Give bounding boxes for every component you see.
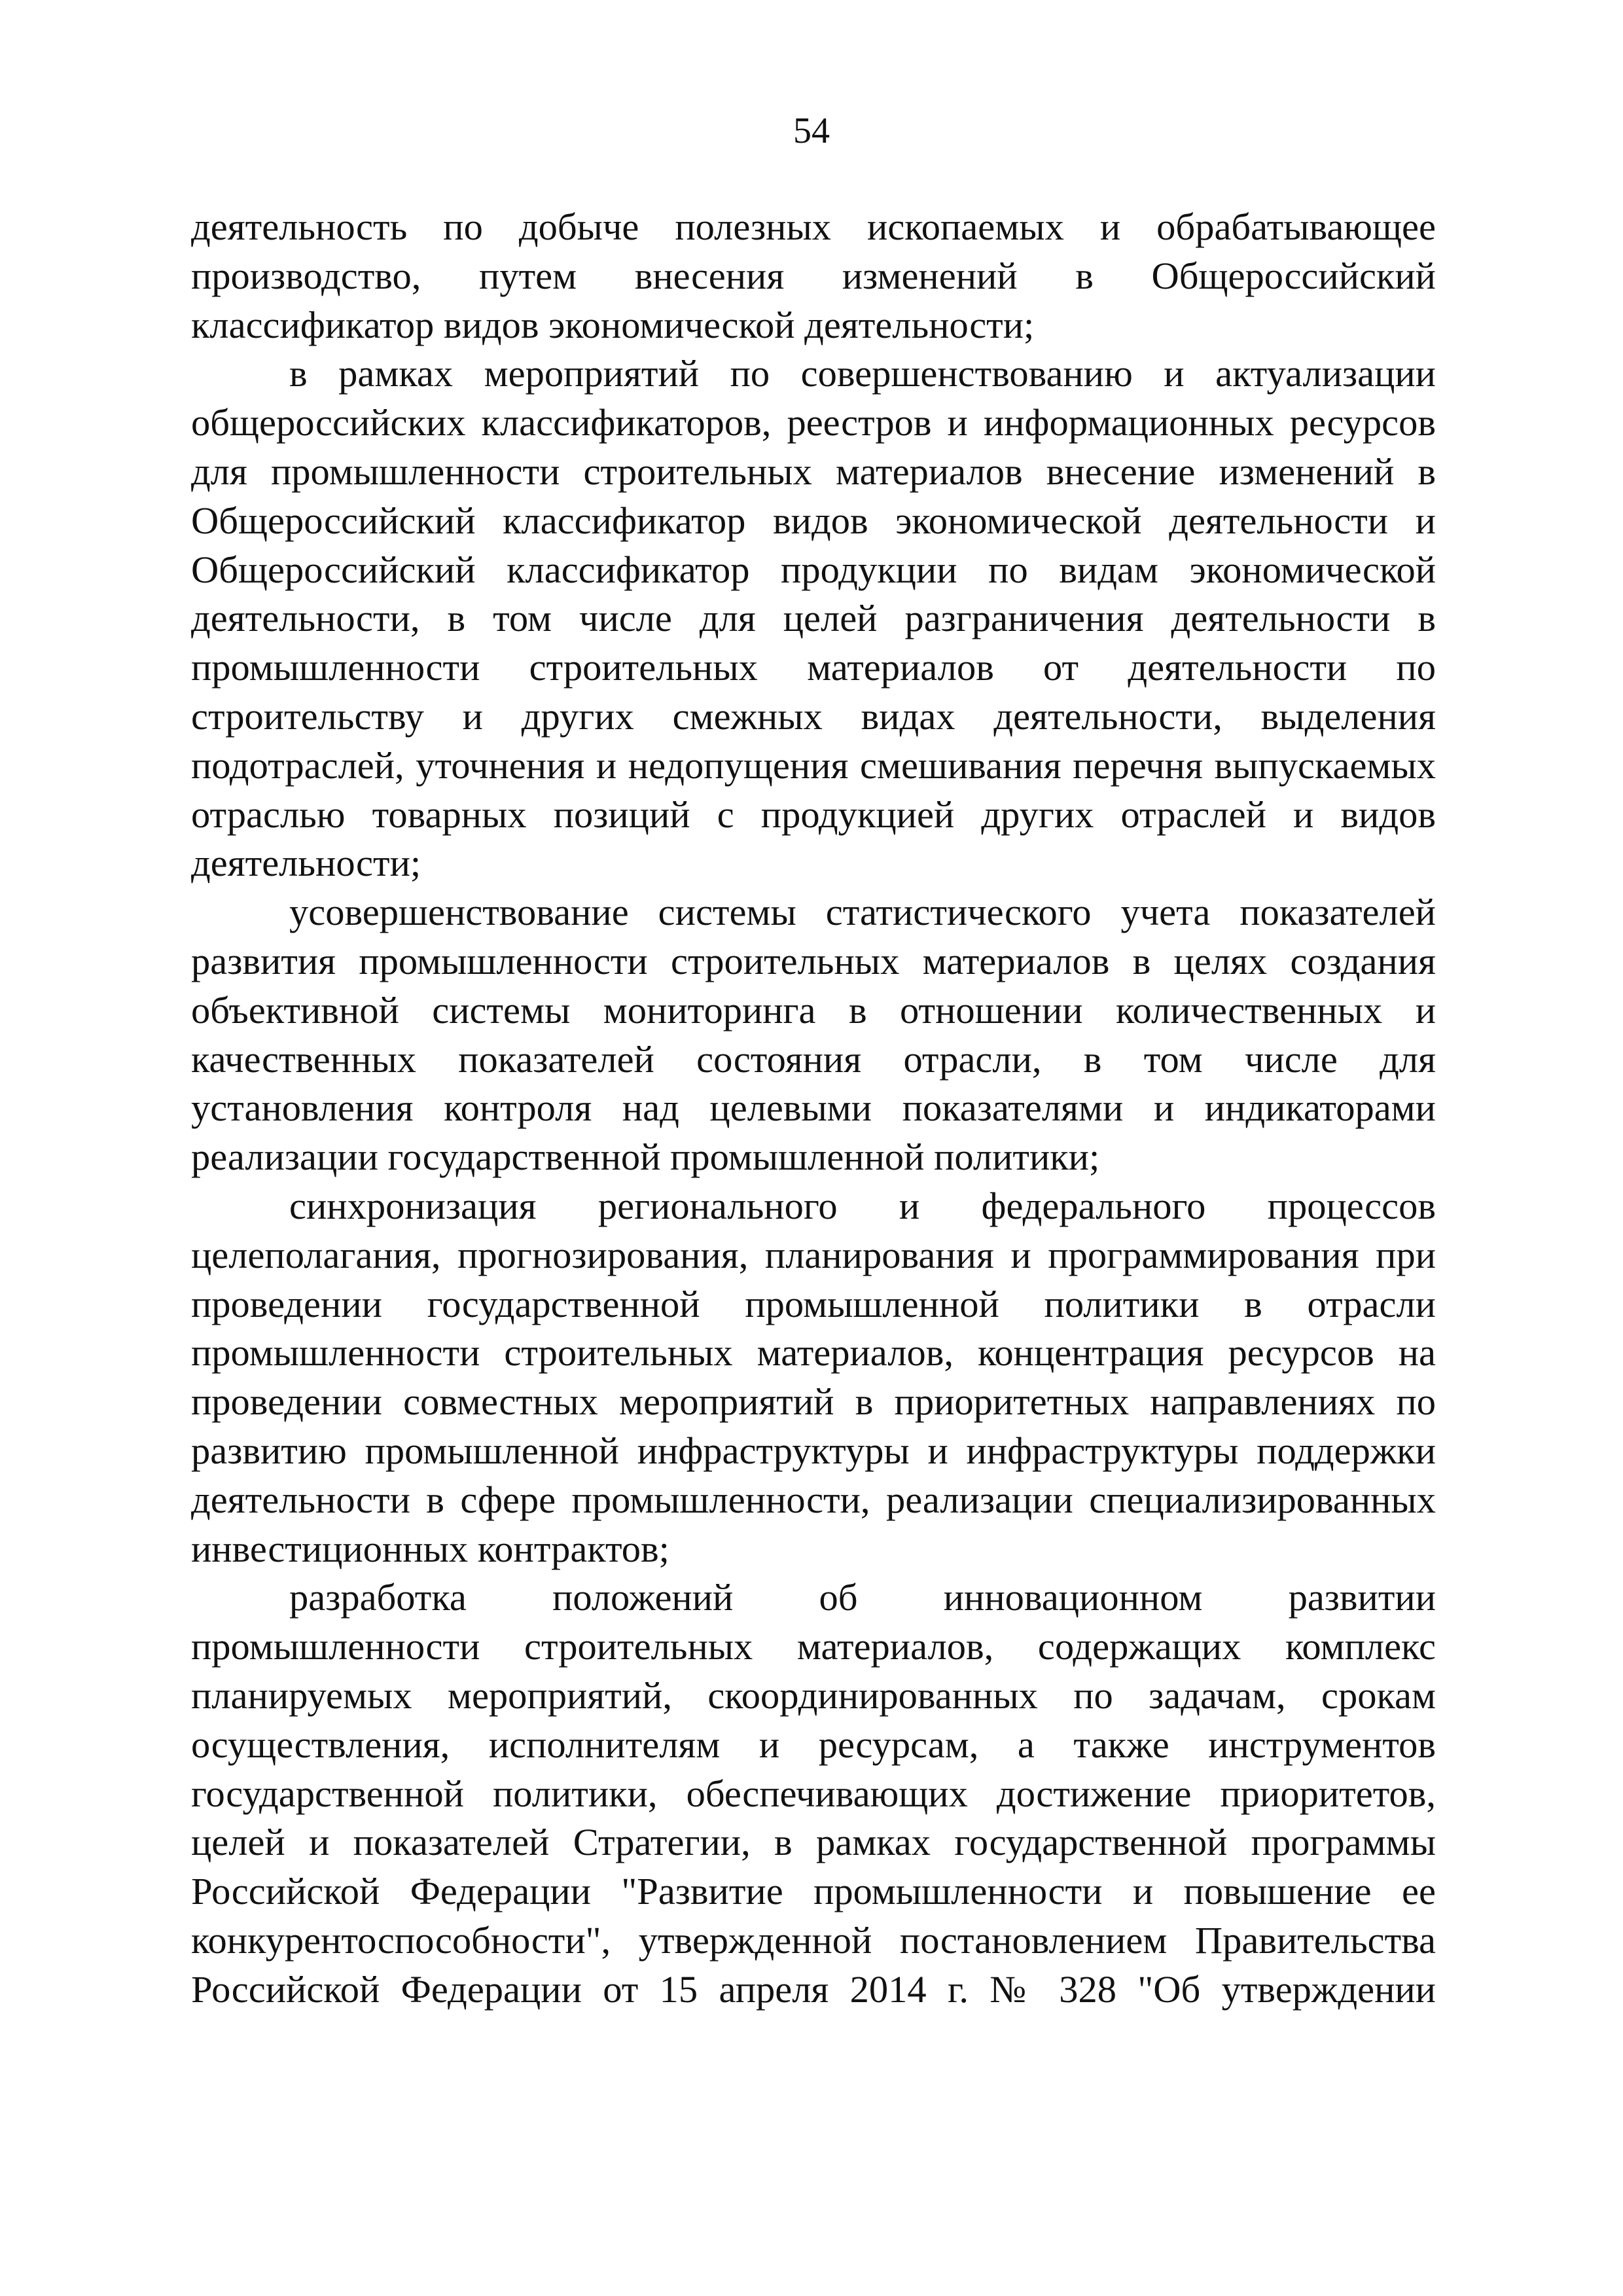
text-line: целей и показателей Стратегии, в рамках государственной программы (191, 1821, 1436, 1864)
text-line: Общероссийский классификатор видов экономической деятельности и (191, 499, 1436, 542)
text-line: подотраслей, уточнения и недопущения смешивания перечня выпускаемых (191, 744, 1436, 787)
text-line: проведении совместных мероприятий в приоритетных направлениях по (191, 1380, 1436, 1424)
paragraph (191, 888, 1436, 1182)
text-line: для промышленности строительных материалов внесение изменений в (191, 450, 1436, 493)
text-line: производство, путем внесения изменений в Общероссийский (191, 254, 1436, 297)
text-line: деятельность по добыче полезных ископаемых и обрабатывающее (191, 206, 1436, 248)
text-line: деятельности в сфере промышленности, реализации специализированных (191, 1478, 1436, 1521)
text-line: инвестиционных контрактов; (191, 1527, 669, 1570)
text-line: конкурентоспособности", утвержденной постановлением Правительства (191, 1918, 1436, 1962)
text-line: развитию промышленной инфраструктуры и инфраструктуры поддержки (191, 1429, 1436, 1472)
paragraph (191, 350, 1436, 888)
text-line: строительству и других смежных видах деятельности, выделения (191, 694, 1436, 738)
text-line: общероссийских классификаторов, реестров и информационных ресурсов (191, 401, 1436, 444)
text-line: усовершенствование системы статистического учета показателей (289, 891, 1436, 934)
text-line: проведении государственной промышленной политики в отрасли (191, 1282, 1436, 1325)
text-line: промышленности строительных материалов от деятельности по (191, 646, 1436, 689)
text-line: планируемых мероприятий, скоординированных по задачам, срокам (191, 1674, 1436, 1717)
paragraph (191, 203, 1436, 350)
text-line: реализации государственной промышленной политики; (191, 1136, 1100, 1179)
page-number: 54 (793, 111, 830, 151)
text-line: в рамках мероприятий по совершенствованию и актуализации (289, 352, 1436, 395)
text-line: промышленности строительных материалов, содержащих комплекс (191, 1625, 1436, 1668)
document-body (191, 203, 1436, 2014)
text-line: развития промышленности строительных материалов в целях создания (191, 939, 1436, 982)
text-line: целеполагания, прогнозирования, планирования и программирования при (191, 1233, 1436, 1276)
text-line: Общероссийский классификатор продукции по видам экономической (191, 548, 1436, 591)
text-line: промышленности строительных материалов, концентрация ресурсов на (191, 1331, 1436, 1374)
text-line: установления контроля над целевыми показателями и индикаторами (191, 1086, 1436, 1130)
text-line: синхронизация регионального и федерального процессов (289, 1184, 1436, 1227)
text-line: Российской Федерации от 15 апреля 2014 г. № 328 "Об утверждении (191, 1967, 1436, 2011)
text-line: разработка положений об инновационном развитии (289, 1576, 1436, 1619)
text-line: отраслью товарных позиций с продукцией других отраслей и видов (191, 793, 1436, 836)
text-line: деятельности, в том числе для целей разграничения деятельности в (191, 597, 1436, 640)
paragraph (191, 1573, 1436, 2014)
text-line: осуществления, исполнителям и ресурсам, а также инструментов (191, 1723, 1436, 1766)
text-line: Российской Федерации "Развитие промышленности и повышение ее (191, 1870, 1436, 1913)
paragraph (191, 1182, 1436, 1573)
text-line: качественных показателей состояния отрасли, в том числе для (191, 1037, 1436, 1081)
text-line: государственной политики, обеспечивающих достижение приоритетов, (191, 1772, 1436, 1815)
text-line: классификатор видов экономической деятельности; (191, 303, 1035, 346)
text-line: деятельности; (191, 842, 421, 885)
text-line: объективной системы мониторинга в отношении количественных и (191, 988, 1436, 1031)
